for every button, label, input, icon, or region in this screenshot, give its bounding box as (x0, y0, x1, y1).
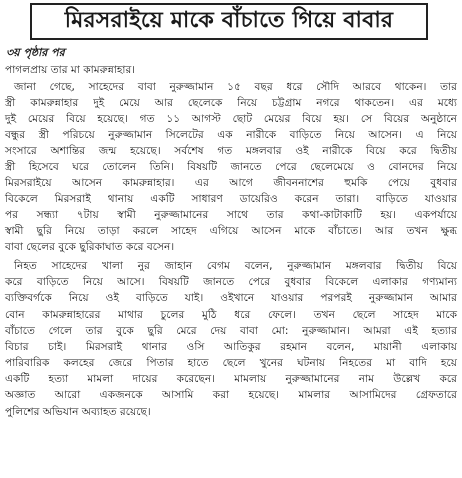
article-line: পুলিশের অভিযান অব্যাহত রয়েছে। (5, 406, 151, 418)
article-line: নিহত সাহেদের খালা নুর জাহান বেগম বলেন, নুরুজ্জামান মঙ্গলবার দ্বিতীয় বিয়ে (14, 260, 457, 272)
headline: মিরসরাইয়ে মাকে বাঁচাতে গিয়ে বাবার (64, 8, 394, 33)
article-line: সংসারে অশান্তির জন্ম হয়েছে। সর্বশেষ গত মঙ্গলবার ওই নারীকে বিয়ে করে দ্বিতীয় (5, 145, 457, 157)
article-line: একটি হত্যা মামলা দায়ের করেছেন। মামলায় নুরুজ্জামানের নাম উল্লেখ করে (5, 373, 457, 385)
article-line: বাঁচাতে গেলে তার বুকে ছুরি মেরে দেয় বাবা মো: নুরুজ্জামান। আমরা এই হত্যার (5, 325, 457, 337)
article-line: বিচার চাই। মিরসরাই থানার ওসি আতিকুর রহমান বলেন, মায়ানী এলাকায় (5, 341, 457, 353)
article-line: পারিবারিক কলহের জেরে পিতার হাতে ছেলে খুনের ঘটনায় নিহতের মা বাদি হয়ে (5, 357, 457, 369)
article-line: বোন কামরুন্নাহারের মাথার চুলের মুঠি ধরে ফেলে। তখন ছেলে সাহেদ মাকে (5, 309, 457, 321)
headline-box (30, 3, 428, 40)
article-line: স্বামী ছুরি নিয়ে তাড়া করলে সাহেদ এগিয়ে আসেন মাকে বাঁচাতে। আর তখন ক্ষুব্ধ (5, 225, 457, 237)
article-line: বাবা ছেলের বুকে ছুরিকাঘাত করে বসেন। (5, 241, 175, 253)
article-line: বিকেলে মিরসরাই থানায় একটি সাধারণ ডায়েরিও করেন তারা। বাড়িতে যাওয়ার (5, 193, 457, 205)
continuation-note: ৩য় পৃষ্ঠার পর (6, 46, 65, 59)
article-line: ব্যক্তিবর্গকে নিয়ে ওই বাড়িতে যাই। ওইখানে যাওয়ার পরপরই নুরুজ্জামান আমার (5, 292, 457, 304)
article-line: করে বাড়িতে নিয়ে আসে। বিষয়টি জানতে পেরে বুধবার বিকেলে এলাকার গণ্যমান্য (5, 276, 457, 288)
article-line: স্ত্রী কামরুন্নাহার দুই মেয়ে আর ছেলেকে নিয়ে চট্টগ্রাম নগরে থাকতেন। এর মধ্যে (5, 97, 457, 109)
article-line: বন্ধুর স্ত্রী পরিচয়ে নুরুজ্জামান সিলেটের এক নারীকে বাড়িতে নিয়ে আসেন। এ নিয়ে (5, 129, 457, 141)
article-line: পর সন্ধ্যা ৭টায় স্বামী নুরুজ্জামানের সাথে তার কথা-কাটাকাটি হয়। একপর্যায়ে (5, 209, 457, 221)
article-line: মিরসরাইয়ে আসেন কামরুন্নাহার। এর আগে জীবননাশের হুমকি পেয়ে বুধবার (5, 177, 457, 189)
article-line: পাগলপ্রায় তার মা কামরুন্নাহার। (5, 64, 136, 76)
article-line: স্ত্রী হিসেবে ঘরে তোলেন তিনি। বিষয়টি জানতে পেরে ছেলেমেয়ে ও বোনদের নিয়ে (5, 161, 457, 173)
article-line: দুই মেয়ের বিয়ে হয়েছে। গত ১১ আগস্ট ছোট মেয়ের বিয়ে হয়। সে বিয়ের অনুষ্ঠানে (5, 113, 457, 125)
article-line: অজ্ঞাত আরো একজনকে আসামি করা হয়েছে। মামলার আসামিদের গ্রেফতারে (5, 389, 457, 401)
article-line: জানা গেছে, সাহেদের বাবা নুরুজ্জামান ১৫ বছর ধরে সৌদি আরবে থাকেন। তার (14, 81, 457, 93)
